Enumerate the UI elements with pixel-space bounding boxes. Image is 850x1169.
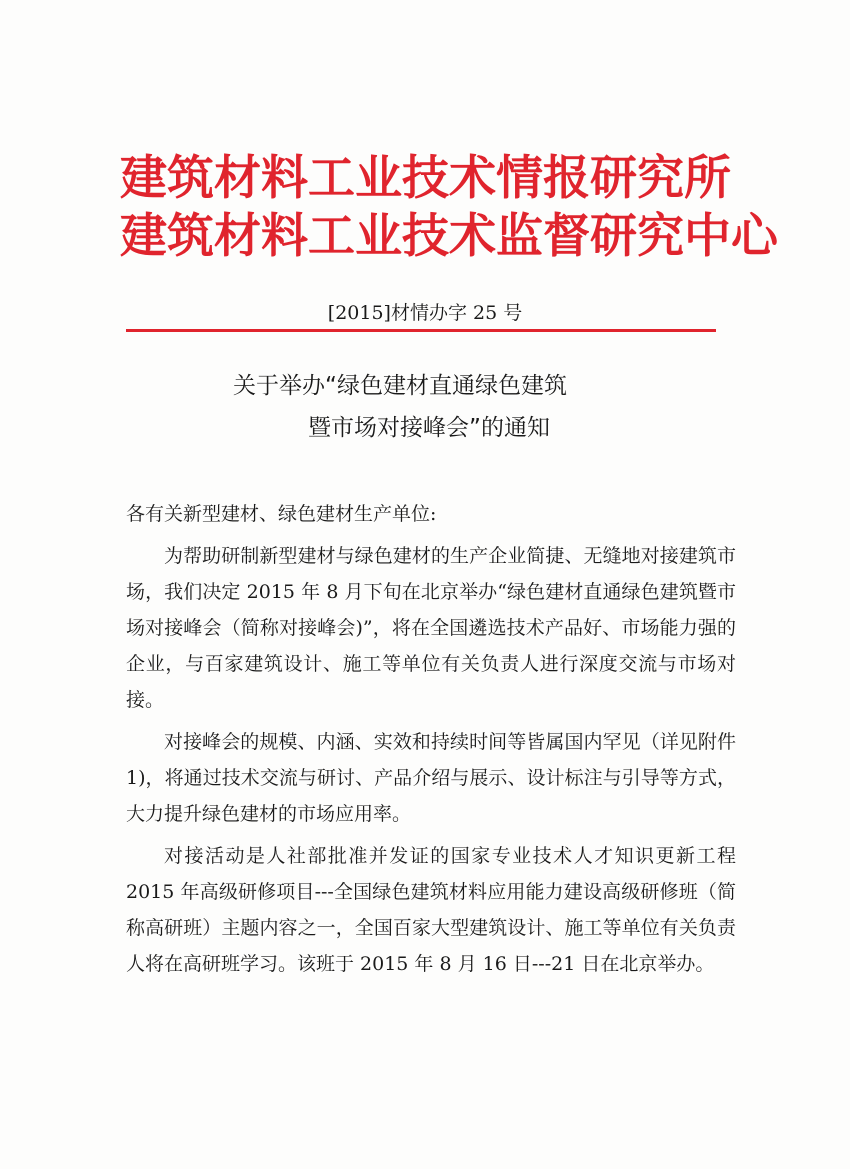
issuing-organization-header — [120, 150, 778, 266]
title-line-1: 关于举办“绿色建材直通绿色建筑 — [233, 373, 567, 399]
body-paragraph-3: 对接活动是人社部批准并发证的国家专业技术人才知识更新工程 2015 年高级研修项目---全国绿色建筑材料应用能力建设高级研修班（简称高研班）主题内容之一，全国百家大型建筑设计、施工等单位有关负责人将在高研班学习。该班于 2015 年 8 月 16 日---21 日在北京举办。 — [126, 845, 736, 975]
notice-body — [126, 496, 736, 982]
body-paragraph-2: 对接峰会的规模、内涵、实效和持续时间等皆属国内罕见（详见附件 1)，将通过技术交流与研讨、产品介绍与展示、设计标注与引导等方式，大力提升绿色建材的市场应用率。 — [126, 731, 736, 825]
body-paragraph-1: 为帮助研制新型建材与绿色建材的生产企业简捷、无缝地对接建筑市场，我们决定 2015 年 8 月下旬在北京举办“绿色建材直通绿色建筑暨市场对接峰会（简称对接峰会)”，将在全国遴选技术产品好、市场能力强的企业，与百家建筑设计、施工等单位有关负责人进行深度交流与市场对接。 — [126, 545, 736, 711]
header-line-1: 建筑材料工业技术情报研究所 — [120, 151, 731, 206]
red-divider-line — [126, 329, 716, 332]
notice-title — [0, 365, 850, 449]
header-line-2: 建筑材料工业技术监督研究中心 — [120, 209, 778, 264]
salutation: 各有关新型建材、绿色建材生产单位: — [126, 503, 437, 525]
title-line-2: 暨市场对接峰会”的通知 — [308, 415, 550, 441]
document-number: [2015]材情办字 25 号 — [327, 302, 523, 324]
